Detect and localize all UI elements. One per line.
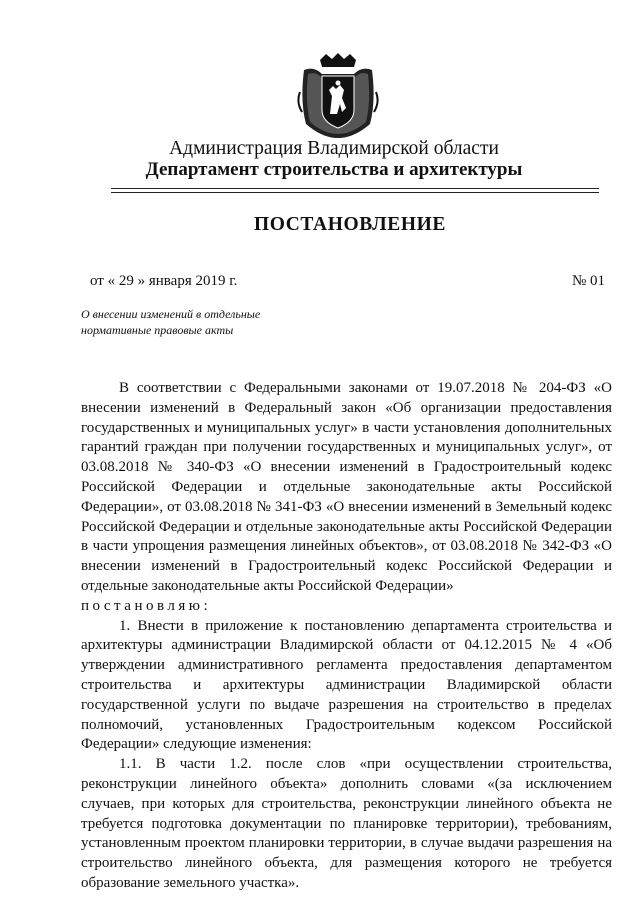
- resolve-word: постановляю:: [81, 597, 212, 614]
- preamble-text: В соответствии с Федеральными законами от 19.07.2018 № 204-ФЗ «О внесении изменений в Федеральный закон «Об организации предоставления государственных и муниципальных услуг» в части установления дополнительных гарантий граждан при получении государственных и муниципальных услуг», от 03.08.2018 № 340-ФЗ «О внесении изменений в Градостроительный кодекс Российской Федерации и отдельные законодательные акты Российской Федерации», от 03.08.2018 № 341-ФЗ «О внесении изменений в Земельный кодекс Российской Федерации и отдельные законодательные акты Российской Федерации в части упрощения размещения линейных объектов», от 03.08.2018 № 342-ФЗ «О внесении изменений в Градостроительный кодекс Российской Федерации и отдельные законодательные акты Российской Федерации»: [81, 380, 612, 594]
- document-number: № 01: [572, 273, 606, 289]
- document-type-title: ПОСТАНОВЛЕНИЕ: [253, 214, 447, 235]
- header-divider: [111, 188, 599, 189]
- document-subject: О внесении изменений в отдельные нормативные правовые акты: [81, 307, 261, 337]
- organization-name: Администрация Владимирской области: [169, 138, 499, 159]
- item-1-1-paragraph: 1.1. В части 1.2. после слов «при осуществлении строительства, реконструкции линейного объекта» дополнить словами «(за исключением случаев, при которых для строительства, реконструкции линейного объекта не требуется подготовка документации по планировке территории), требованиям, установленным проектом планировки территории, в случае выдачи разрешения на строительство линейного объекта, для размещения которого не требуется образование земельного участка».: [81, 756, 612, 891]
- item-1-paragraph: 1. Внести в приложение к постановлению департамента строительства и архитектуры администрации Владимирской области от 04.12.2015 № 4 «Об утверждении административного регламента предоставления департаментом строительства и архитектуры администрации Владимирской области государственной услуги по выдаче разрешения на строительство в пределах полномочий, установленных Градостроительным кодексом Российской Федерации» следующие изменения:: [81, 617, 612, 753]
- department-name: Департамент строительства и архитектуры: [145, 159, 523, 180]
- preamble-paragraph: [81, 379, 612, 617]
- header-divider-thin: [111, 192, 599, 193]
- coat-of-arms-icon: [296, 52, 380, 140]
- document-body: [81, 379, 612, 894]
- document-date: от « 29 » января 2019 г.: [90, 273, 238, 289]
